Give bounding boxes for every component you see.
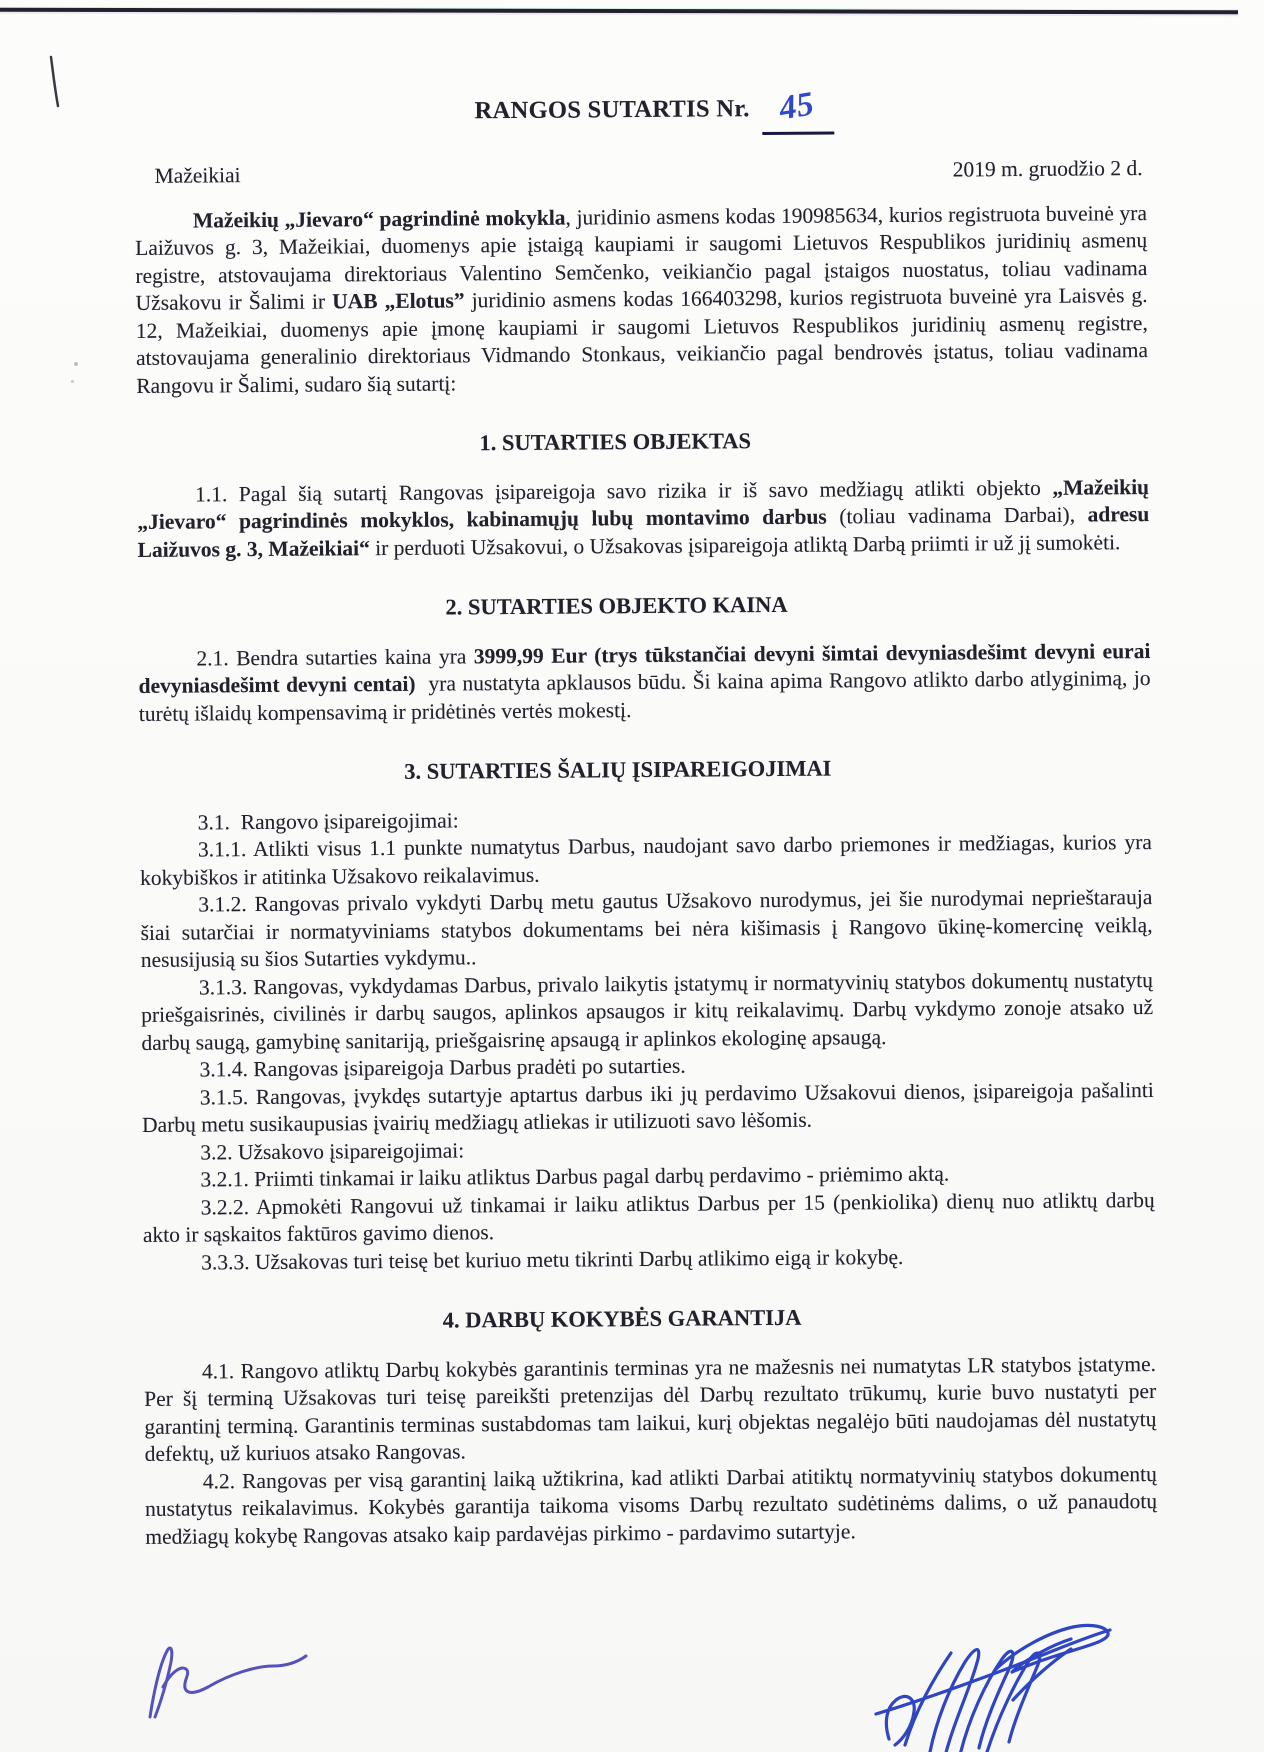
paragraph (142, 1186, 1161, 1249)
text-segment: 3.1.5. Rangovas, įvykdęs sutartyje aptartus darbus iki jų perdavimo Užsakovui dienos, įsipareigoja pašalinti Darbų metu susikaupusias įvairių medžiagų atliekas ir utilizuoti savo lėšomis. (141, 1077, 1160, 1137)
text-segment: 3.1.2. Rangovas privalo vykdyti Darbų metu gautus Užsakovo nurodymus, jei šie nurodymai neprieštarauja šiai sutarčiai ir normatyviniams statybos dokumentams bei nėra kišimasis į Rangovo ūkinę-komercinę veiklą, nesusijusią su šios Sutarties vykdymu.. (140, 884, 1158, 972)
contract-title-text: RANGOS SUTARTIS Nr. (474, 95, 750, 125)
contract-content (134, 85, 1168, 1551)
text-segment: 3.1.3. Rangovas, vykdydamas Darbus, privalo laikytis įstatymų ir normatyvinių statybos dokumentų nustatytų priešgaisrinės, civilinės ir darbų saugos, aplinkos apsaugos ir kitų reikalavimų. Darbų vykdymo zonoje atsako už darbų saugą, gamybinę sanitariją, priešgaisrinę apsaugą ir aplinkos ekologinę apsaugą. (141, 967, 1159, 1055)
handwritten-contract-number: 45 (776, 85, 817, 128)
text-segment: Mažeikių „Jievaro“ pagrindinė mokykla (192, 205, 566, 233)
text-segment: 3.1.1. Atlikti visus 1.1 punkte numatytus Darbus, naudojant savo darbo priemones ir medžiagas, kurios yra kokybiškos ir atitinka Užsakovo reikalavimus. (140, 829, 1158, 890)
text-segment: 4.2. Rangovas per visą garantinį laiką užtikrina, kad atlikti Darbai atitiktų normatyvinių statybos dokumentų nustatytus reikalavimus. Kokybės garantija taikoma visoms Darbų rezultato sudėtinėms dalims, o už panaudotų medžiagų kokybę Rangovas atsako kaip pardavėjas pirkimo - pardavimo sutartyje. (144, 1461, 1163, 1549)
ink-speck (71, 380, 74, 383)
paragraph (135, 200, 1154, 400)
place-label: Mažeikiai (154, 163, 241, 188)
text-segment: 3.1.4. Rangovas įsipareigoja Darbus pradėti po sutarties. (199, 1053, 686, 1082)
paragraph (141, 966, 1159, 1056)
text-segment: yra nustatyta apklausos būdu. Ši kaina apima Rangovo atlikto darbo atlyginimą, jo turėtų išlaidų kompensavimą ir pridėtinės vertės mokestį. (138, 665, 1157, 726)
text-segment: 1.1. Pagal šią sutartį Rangovas įsipareigoja savo rizika ir iš savo medžiagų atlikti objekto (195, 475, 1053, 507)
contract-title (134, 85, 1146, 140)
pen-mark-artifact (51, 57, 58, 106)
text-segment: „Mažeikių „Jievaro“ pagrindinės mokyklos, kabinamųjų lubų montavimo darbus (137, 474, 1155, 534)
section-heading: 1. SUTARTIES OBJEKTAS (479, 428, 752, 456)
text-segment: 3.2.1. Priimti tinkamai ir laiku atliktus Darbus pagal darbų perdavimo - priėmimo aktą. (200, 1161, 950, 1192)
scan-edge-artifact (0, 8, 1238, 15)
text-segment: 3.2.2. Apmokėti Rangovui už tinkamai ir laiku atliktus Darbus per 15 (penkiolika) dienų nuo atliktų darbų akto ir sąskaitos faktūros gavimo dienos. (142, 1187, 1161, 1247)
text-segment: 4.1. Rangovo atliktų Darbų kokybės garantinis terminas yra ne mažesnis nei numatytas LR statybos įstatyme. Per šį terminą Užsakovas turi teisę pareikšti pretenzijas dėl Darbų rezultato trūkumų, kurie buvo nustatyti per garantinį terminą. Garantinis terminas sustabdomas tam laikui, kurį objektas negalėjo būti naudojamas dėl nustatytų defektų, už kuriuos atsako Rangovas. (144, 1351, 1168, 1466)
signature-right-ink (876, 1625, 1110, 1752)
paragraph (144, 1350, 1168, 1468)
text-segment: 3999,99 Eur (trys tūkstančiai devyni šimtai devyniasdešimt devyni eurai devyniasdešimt devyni centai) (138, 638, 1156, 698)
signature-left-ink (150, 1648, 306, 1717)
paragraph (138, 638, 1157, 728)
paragraph (141, 1076, 1160, 1139)
text-segment: UAB „Elotus” (332, 288, 465, 314)
paragraph (137, 474, 1155, 564)
place-date-row (135, 155, 1147, 190)
text-segment: , juridinio asmens kodas 190985634, kurios registruota buveinė yra Laižuvos g. 3, Mažeikiai, duomenys apie įstaigą kaupiami ir saugomi Lietuvos Respublikos juridinių asmenų registre, atstovaujama direktoriaus Valentino Semčenko, veikiančio pagal įstaigos nuostatus, toliau vadinama Užsakovu ir Šalimi ir (135, 200, 1153, 315)
contract-number-underline (762, 85, 834, 135)
document-body (135, 200, 1168, 1551)
text-segment: 3.2. Užsakovo įsipareigojimai: (200, 1137, 465, 1164)
text-segment: 3.1. Rangovo įsipareigojimai: (197, 807, 459, 834)
date-label: 2019 m. gruodžio 2 d. (952, 156, 1143, 182)
text-segment: 3.3.3. Užsakovas turi teisę bet kuriuo metu tikrinti Darbų atlikimo eigą ir kokybę. (201, 1244, 904, 1274)
section-heading: 4. DARBŲ KOKYBĖS GARANTIJA (442, 1304, 802, 1333)
text-segment: juridinio asmens kodas 166403298, kurios registruota buveinė yra Laisvės g. 12, Mažeikiai, duomenys apie įmonę kaupiami ir saugomi Lietuvos Respublikos juridinių asmenų registre, atstovaujama generalinio direktoriaus Vidmando Stonkaus, veikiančio pagal bendrovės įstatus, toliau vadinama Rangovu ir Šalimi, sudaro šią sutartį: (135, 282, 1154, 398)
text-segment: adresu Laižuvos g. 3, Mažeikiai“ (137, 501, 1155, 562)
section-heading: 2. SUTARTIES OBJEKTO KAINA (445, 591, 788, 620)
text-segment: (toliau vadinama Darbai), (826, 502, 1088, 529)
ink-speck (74, 362, 78, 366)
paragraph (140, 884, 1158, 974)
paragraph (144, 1460, 1163, 1550)
text-segment: ir perduoti Užsakovui, o Užsakovas įsipareigoja atliktą Darbą priimti ir už jį sumokėti. (369, 529, 1121, 560)
section-heading: 3. SUTARTIES ŠALIŲ ĮSIPAREIGOJIMAI (404, 755, 832, 784)
paragraph (140, 829, 1158, 892)
text-segment: 2.1. Bendra sutarties kaina yra (196, 643, 474, 671)
